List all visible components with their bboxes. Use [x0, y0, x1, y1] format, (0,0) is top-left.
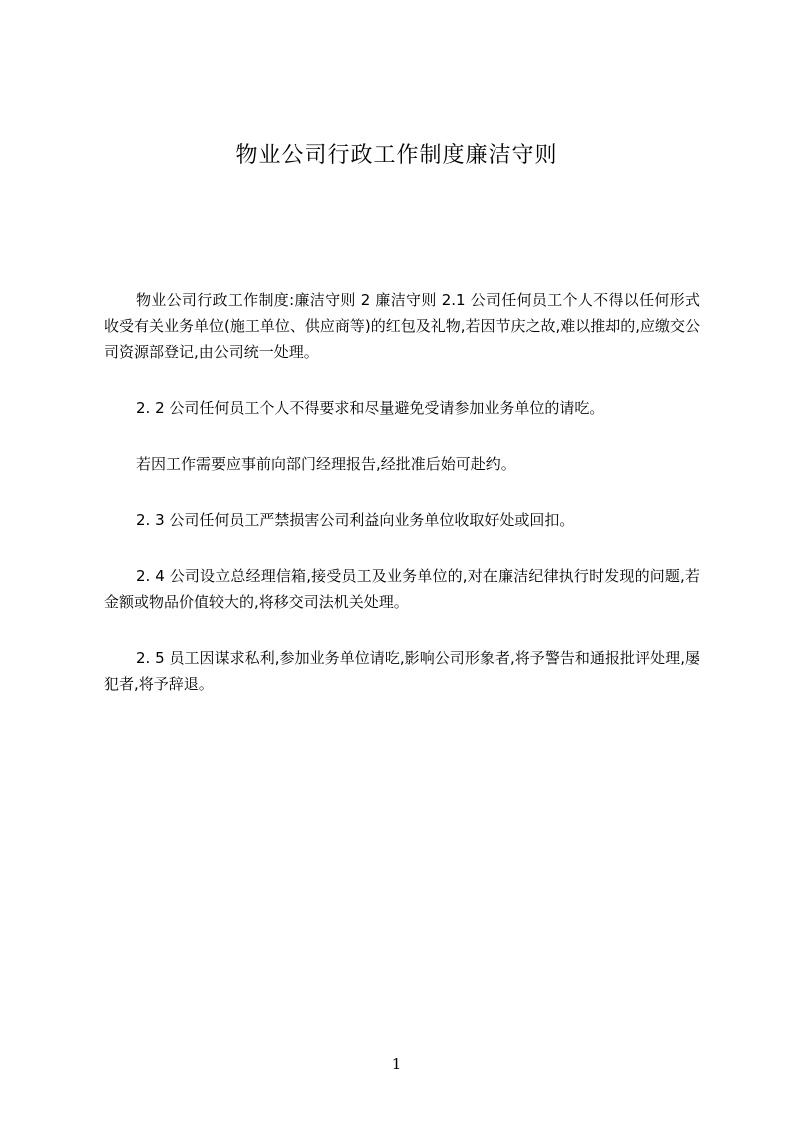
paragraph-5: 2. 4 公司设立总经理信箱,接受员工及业务单位的,对在廉洁纪律执行时发现的问题,若金额或物品价值较大的,将移交司法机关处理。 [104, 567, 700, 611]
document-title: 物业公司行政工作制度廉洁守则 [235, 143, 558, 168]
document-body [104, 287, 700, 727]
page-number: 1 [391, 1055, 402, 1073]
paragraph-1: 物业公司行政工作制度:廉洁守则 2 廉洁守则 2.1 公司任何员工个人不得以任何形式收受有关业务单位(施工单位、供应商等)的红包及礼物,若因节庆之故,难以推却的,应缴交公司资源部登记,由公司统一处理。 [104, 291, 701, 361]
paragraph-4: 2. 3 公司任何员工严禁损害公司利益向业务单位收取好处或回扣。 [136, 511, 575, 529]
paragraph-6: 2. 5 员工因谋求私利,参加业务单位请吃,影响公司形象者,将予警告和通报批评处理,屡犯者,将予辞退。 [104, 649, 700, 693]
paragraph-2: 2. 2 公司任何员工个人不得要求和尽量避免受请参加业务单位的请吃。 [136, 399, 605, 417]
paragraph-3: 若因工作需要应事前向部门经理报告,经批准后始可赴约。 [136, 455, 516, 473]
